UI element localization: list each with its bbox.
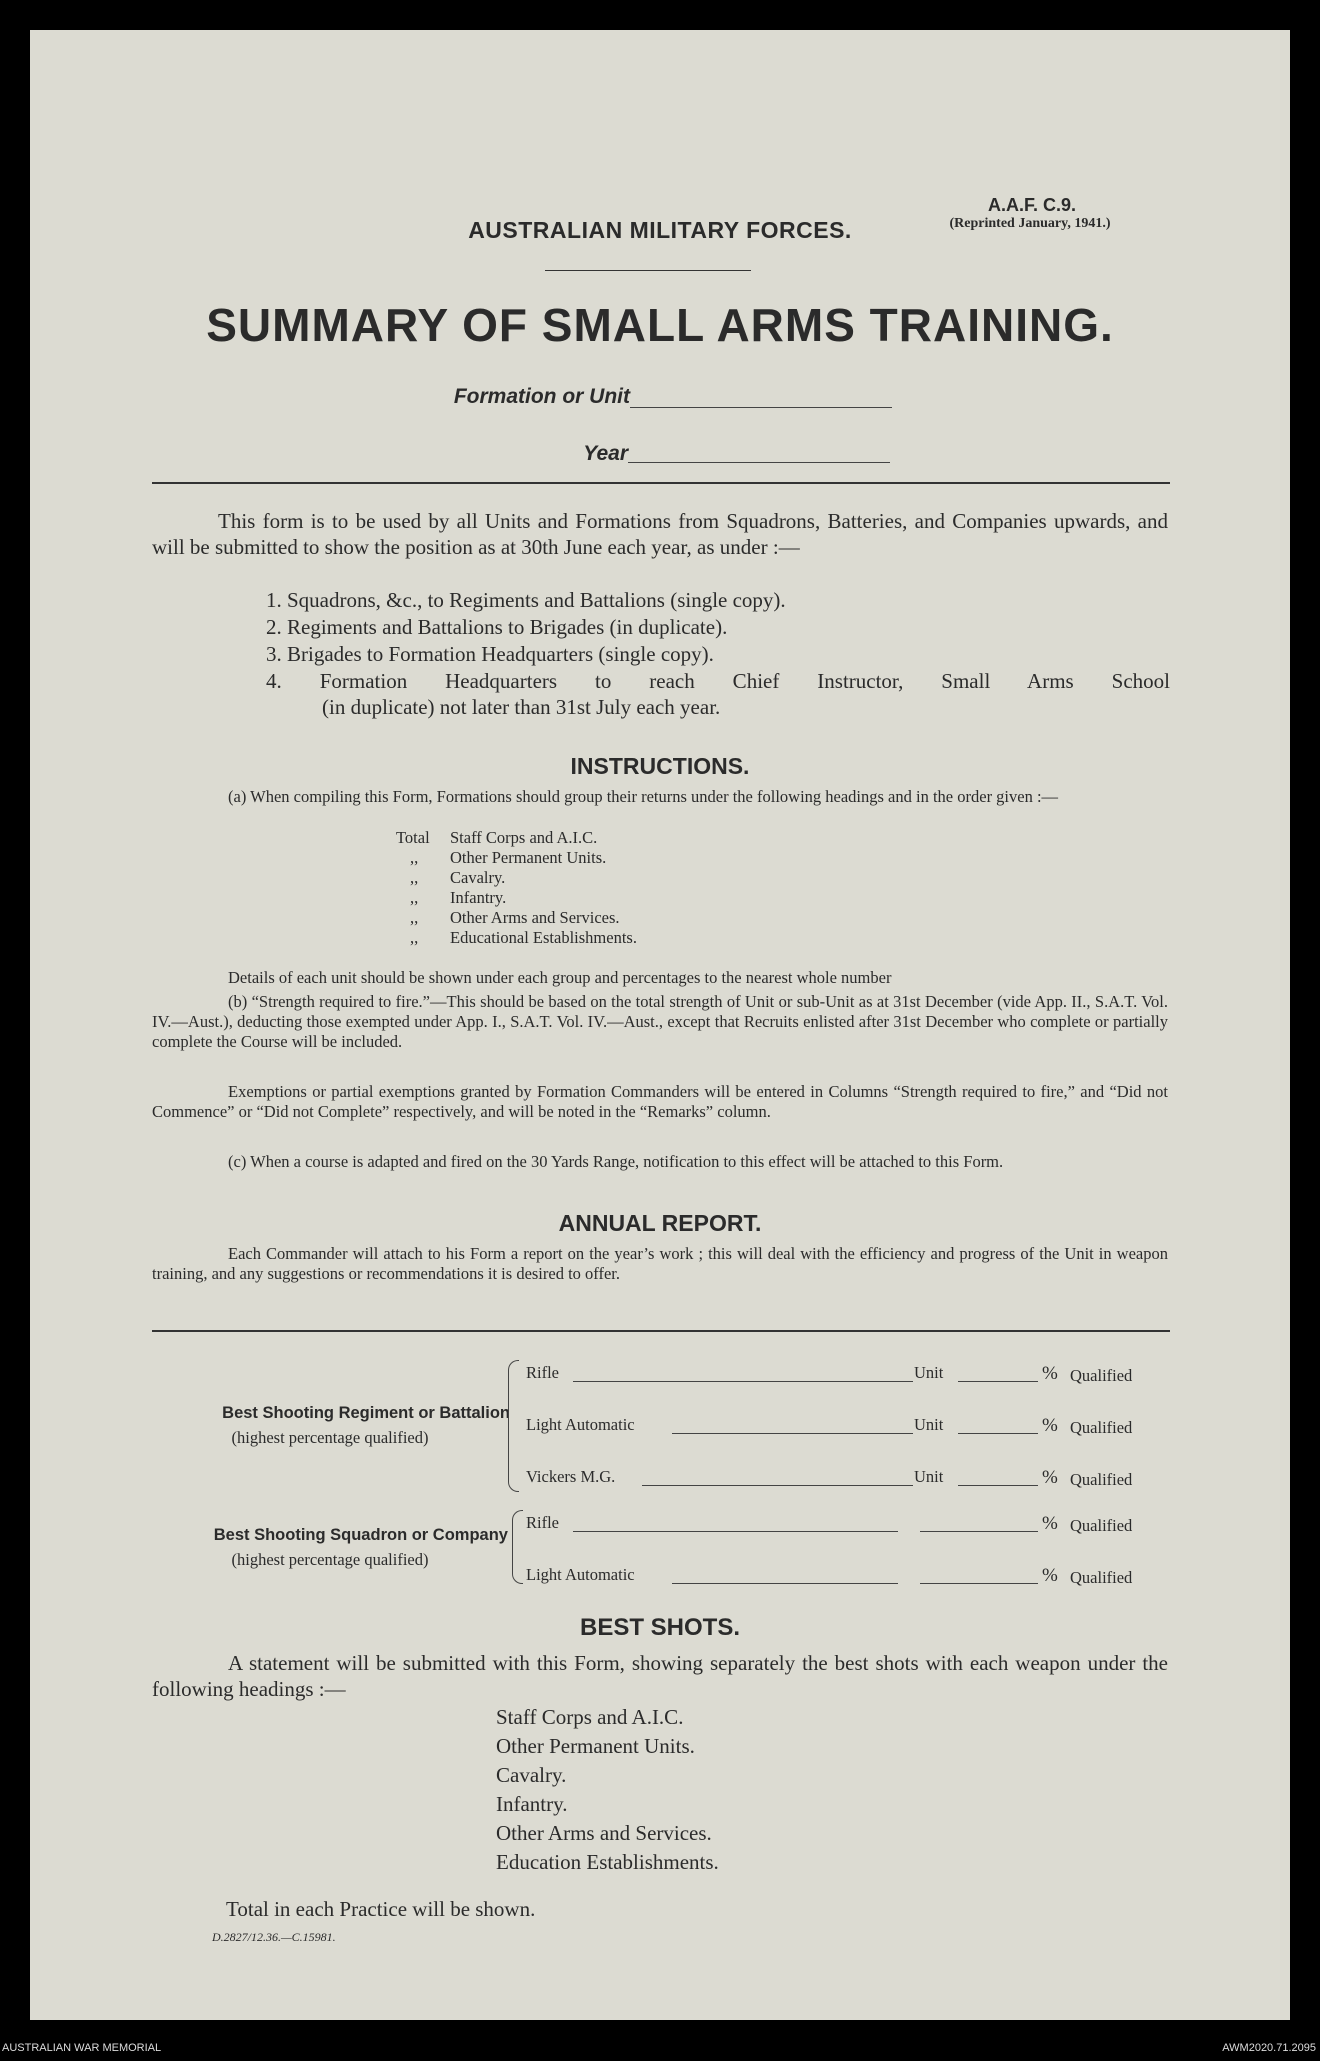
squadron-rifle-qualified: Qualified [1070,1516,1133,1535]
regiment-vickers-field[interactable] [642,1485,913,1486]
regiment-vickers-unit-label: Unit [914,1467,944,1486]
intro-text: This form is to be used by all Units and Formations from Squadrons, Batteries, and Companies upwards, and will be submitted to show the position as at 30th June each year, as under :— [152,509,1168,559]
section-rule-2 [152,1330,1170,1332]
squadron-rifle-pct-field[interactable] [920,1531,1038,1532]
form-code: A.A.F. C.9. [987,195,1076,215]
ditto-2: ,, [410,868,419,887]
best-shots-item-1: Staff Corps and A.I.C. [496,1705,684,1729]
instruction-a: (a) When compiling this Form, Formations should group their returns under the following headings and in the order given :— [228,787,1059,806]
regiment-vickers-qualified: Qualified [1070,1470,1133,1489]
groups-total: Total [396,828,430,847]
ditto-1: ,, [410,848,419,867]
regiment-la-pct-field[interactable] [958,1433,1038,1434]
regiment-rifle-unit-label: Unit [914,1363,944,1382]
best-shots-item-5: Other Arms and Services. [496,1821,712,1845]
instruction-exemptions: Exemptions or partial exemptions granted by Formation Commanders will be entered in Columns “Strength required to fire,” and “Did not Commence” or “Did not Complete” respectively, and will be noted in the “Remarks” column. [152,1082,1168,1121]
squadron-la-label: Light Automatic [526,1565,635,1584]
instruction-b: (b) “Strength required to fire.”—This should be based on the total strength of Unit or sub-Unit as at 31st December (vide App. II., S.A.T. Vol. IV.—Aust.), deducting those exempted under App. I., S.A.T. Vol. IV.—Aust., except that Recruits enlisted after 31st December who complete or partially complete the Course will be included. [152,992,1168,1051]
regiment-rifle-qualified: Qualified [1070,1366,1133,1385]
squadron-rifle-pct: % [1042,1513,1058,1534]
squadron-la-qualified: Qualified [1070,1568,1133,1587]
regiment-brace [508,1360,519,1492]
best-shots-item-2: Other Permanent Units. [496,1734,695,1758]
squadron-brace [512,1510,523,1584]
regiment-rifle-pct: % [1042,1363,1058,1384]
header-divider [545,270,751,271]
regiment-rifle-field[interactable] [573,1381,913,1382]
squadron-rifle-label: Rifle [526,1513,559,1532]
print-reference: D.2827/12.36.—C.15981. [212,1930,336,1944]
regiment-la-unit-label: Unit [914,1415,944,1434]
ditto-5: ,, [410,928,419,947]
reprint-note: (Reprinted January, 1941.) [949,216,1111,231]
year-label: Year [583,442,628,465]
group-6: Educational Establishments. [450,928,637,947]
best-regiment-sub: (highest percentage qualified) [231,1428,429,1447]
group-3: Cavalry. [450,868,506,887]
ditto-4: ,, [410,908,419,927]
squadron-la-pct: % [1042,1565,1058,1586]
group-4: Infantry. [450,888,507,907]
regiment-la-label: Light Automatic [526,1415,635,1434]
annual-heading: ANNUAL REPORT. [558,1210,762,1236]
formation-label: Formation or Unit [453,385,630,408]
best-shots-text: A statement will be submitted with this Form, showing separately the best shots with each weapon under the following headings :— [152,1651,1168,1701]
instructions-heading: INSTRUCTIONS. [570,753,750,779]
squadron-la-field[interactable] [672,1583,898,1584]
regiment-vickers-label: Vickers M.G. [526,1467,616,1486]
page-title: SUMMARY OF SMALL ARMS TRAINING. [206,299,1114,351]
regiment-rifle-pct-field[interactable] [958,1381,1038,1382]
regiment-rifle-label: Rifle [526,1363,559,1382]
organization: AUSTRALIAN MILITARY FORCES. [468,217,852,243]
section-rule-1 [152,482,1170,484]
ditto-3: ,, [410,888,419,907]
formation-field[interactable] [630,407,892,408]
best-shots-total: Total in each Practice will be shown. [226,1897,536,1921]
best-shots-item-6: Education Establishments. [496,1850,719,1874]
regiment-la-pct: % [1042,1415,1058,1436]
instruction-c: (c) When a course is adapted and fired on the 30 Yards Range, notification to this effect will be attached to this Form. [228,1152,1004,1171]
footer-accession: AWM2020.71.2095 [1222,2042,1316,2054]
best-shots-item-4: Infantry. [496,1792,568,1816]
footer-credit: AUSTRALIAN WAR MEMORIAL [2,2042,162,2054]
regiment-vickers-pct: % [1042,1467,1058,1488]
intro-item-2: 2. Regiments and Battalions to Brigades (in duplicate). [266,615,728,639]
regiment-la-qualified: Qualified [1070,1418,1133,1437]
intro-item-4: 4. Formation Headquarters to reach Chief Instructor, Small Arms School [266,669,1170,693]
instruction-details: Details of each unit should be shown under each group and percentages to the nearest whole number [228,968,892,987]
intro-item-1: 1. Squadrons, &c., to Regiments and Battalions (single copy). [266,588,786,612]
form-page [30,30,1290,2020]
annual-text: Each Commander will attach to his Form a report on the year’s work ; this will deal with the efficiency and progress of the Unit in weapon training, and any suggestions or recommendations it is desired to offer. [152,1244,1168,1283]
intro-item-3: 3. Brigades to Formation Headquarters (single copy). [266,642,714,666]
best-regiment-label: Best Shooting Regiment or Battalion [222,1404,510,1422]
best-squadron-sub: (highest percentage qualified) [231,1550,429,1569]
best-shots-heading: BEST SHOTS. [579,1614,741,1641]
regiment-la-field[interactable] [672,1433,913,1434]
group-1: Staff Corps and A.I.C. [450,828,598,847]
group-2: Other Permanent Units. [450,848,607,867]
best-squadron-label: Best Shooting Squadron or Company [213,1526,508,1544]
year-field[interactable] [628,462,890,463]
intro-item-4-cont: (in duplicate) not later than 31st July each year. [322,695,721,719]
squadron-la-pct-field[interactable] [920,1583,1038,1584]
group-5: Other Arms and Services. [450,908,620,927]
regiment-vickers-pct-field[interactable] [958,1485,1038,1486]
best-shots-item-3: Cavalry. [496,1763,567,1787]
squadron-rifle-field[interactable] [573,1531,898,1532]
